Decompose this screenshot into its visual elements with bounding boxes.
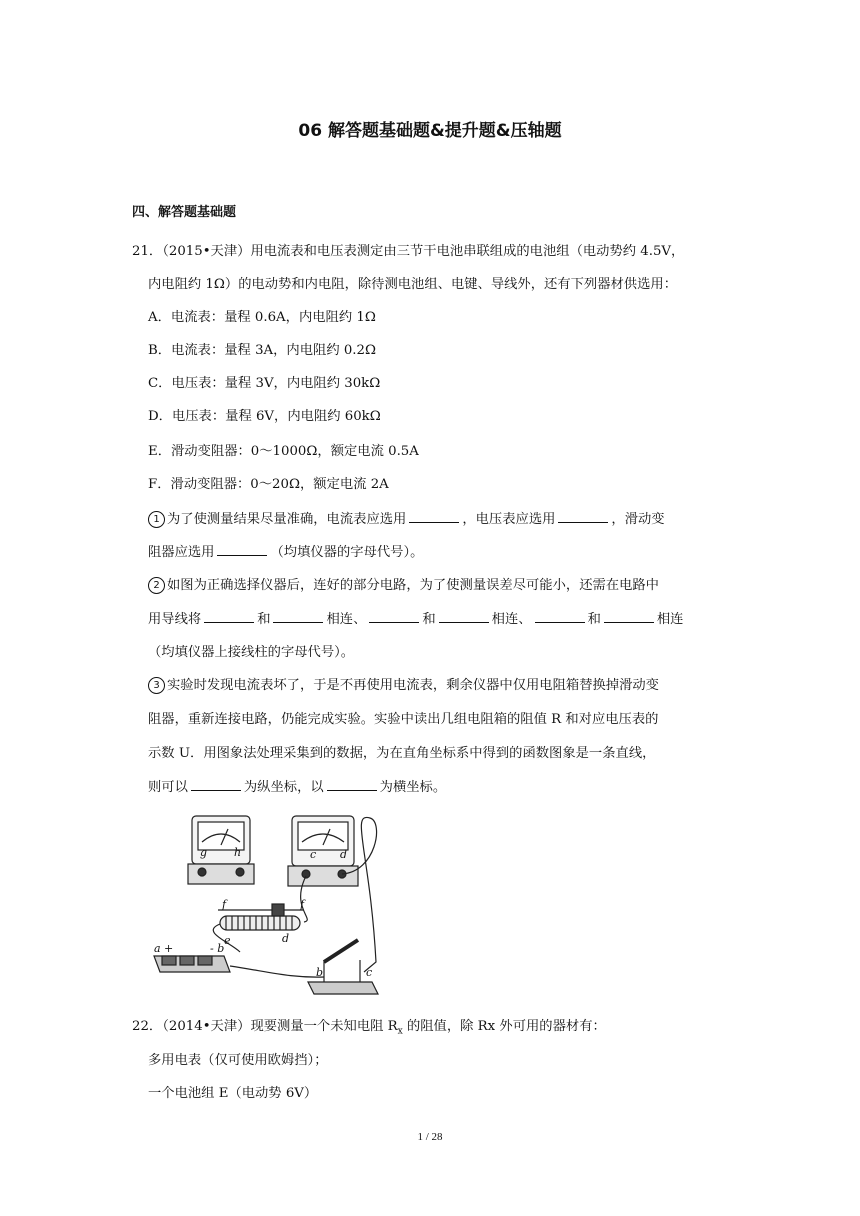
terminal-label-d: d [340,848,348,861]
answer-blank[interactable] [204,610,254,623]
answer-blank[interactable] [327,778,377,791]
terminal-label-d-rheostat: d [282,932,290,945]
circled-number-2: 2 [148,577,165,594]
document-title: 06 解答题基础题&提升题&压轴题 [298,121,562,141]
option-a: A．电流表：量程 0.6A，内电阻约 1Ω [148,310,376,325]
answer-blank[interactable] [409,510,459,523]
circled-number-3: 3 [148,677,165,694]
terminal-label-f-left: f [222,898,227,911]
answer-blank[interactable] [217,543,267,556]
answer-blank[interactable] [369,610,419,623]
part-2-line-1: 2 如图为正确选择仪器后，连好的部分电路，为了使测量误差尽可能小，还需在电路中 [148,574,659,594]
part-3-line-1: 3 实验时发现电流表坏了，于是不再使用电流表，剩余仪器中仅用电阻箱替换掉滑动变 [148,674,659,694]
answer-blank[interactable] [191,778,241,791]
circuit-figure [140,812,405,997]
terminal-label-f-right: f [300,898,305,911]
question-22-line-2: 多用电表（仅可使用欧姆挡）； [148,1053,328,1068]
question-22-line-3: 一个电池组 E（电动势 6V） [148,1086,318,1101]
terminal-label-c: c [310,848,317,861]
part-3-line-2: 阻器，重新连接电路，仍能完成实验。实验中读出几组电阻箱的阻值 R 和对应电压表的 [148,712,659,727]
part-2-line-3: （均填仪器上接线柱的字母代号）。 [148,645,355,660]
option-e: E．滑动变阻器：0～1000Ω，额定电流 0.5A [148,444,419,459]
terminal-label-h: h [234,846,242,859]
ammeter-icon [188,816,254,884]
part-1-line-2: 阻器应选用 （均填仪器的字母代号）。 [148,545,424,560]
answer-blank[interactable] [604,610,654,623]
terminal-label-b: - b [210,942,225,955]
battery-icon [154,956,230,972]
page-number: 1 / 28 [417,1131,443,1143]
part-3-line-4: 则可以 为纵坐标，以 为横坐标。 [148,780,447,795]
terminal-label-e: e [224,934,231,947]
question-number: 21． [132,244,163,259]
rheostat-icon [218,904,304,930]
question-21-line-1: 21．（2015•天津）用电流表和电压表测定由三节干电池串联组成的电池组（电动势约 4.5V， [132,244,685,259]
question-21-line-2: 内电阻约 1Ω）的电动势和内电阻，除待测电池组、电键、导线外，还有下列器材供选用： [148,277,677,292]
circled-number-1: 1 [148,511,165,528]
option-c: C．电压表：量程 3V，内电阻约 30kΩ [148,376,381,391]
option-d: D．电压表：量程 6V，内电阻约 60kΩ [148,409,381,424]
answer-blank[interactable] [273,610,323,623]
answer-blank[interactable] [558,510,608,523]
terminal-label-g: g [200,846,208,859]
option-f: F．滑动变阻器：0～20Ω，额定电流 2A [148,477,389,492]
section-heading: 四、解答题基础题 [132,205,237,220]
option-b: B．电流表：量程 3A，内电阻约 0.2Ω [148,343,377,358]
part-3-line-3: 示数 U．用图象法处理采集到的数据，为在直角坐标系中得到的函数图象是一条直线， [148,746,656,761]
answer-blank[interactable] [535,610,585,623]
terminal-label-c-switch: c [366,966,373,979]
terminal-label-a: a + [154,942,174,955]
answer-blank[interactable] [439,610,489,623]
voltmeter-icon [288,816,358,886]
part-2-line-2: 用导线将 和 相连、 和 相连、 和 相连 [148,612,684,627]
terminal-label-b-switch: b [316,966,324,979]
part-1-line-1: 1 为了使测量结果尽量准确，电流表应选用 ，电压表应选用 ，滑动变 [148,508,665,528]
question-number: 22． [132,1019,163,1034]
question-22-line-1: 22．（2014•天津）现要测量一个未知电阻 $R_x$ 的阻值，除 Rx 外可用的器材有： [132,1019,606,1037]
